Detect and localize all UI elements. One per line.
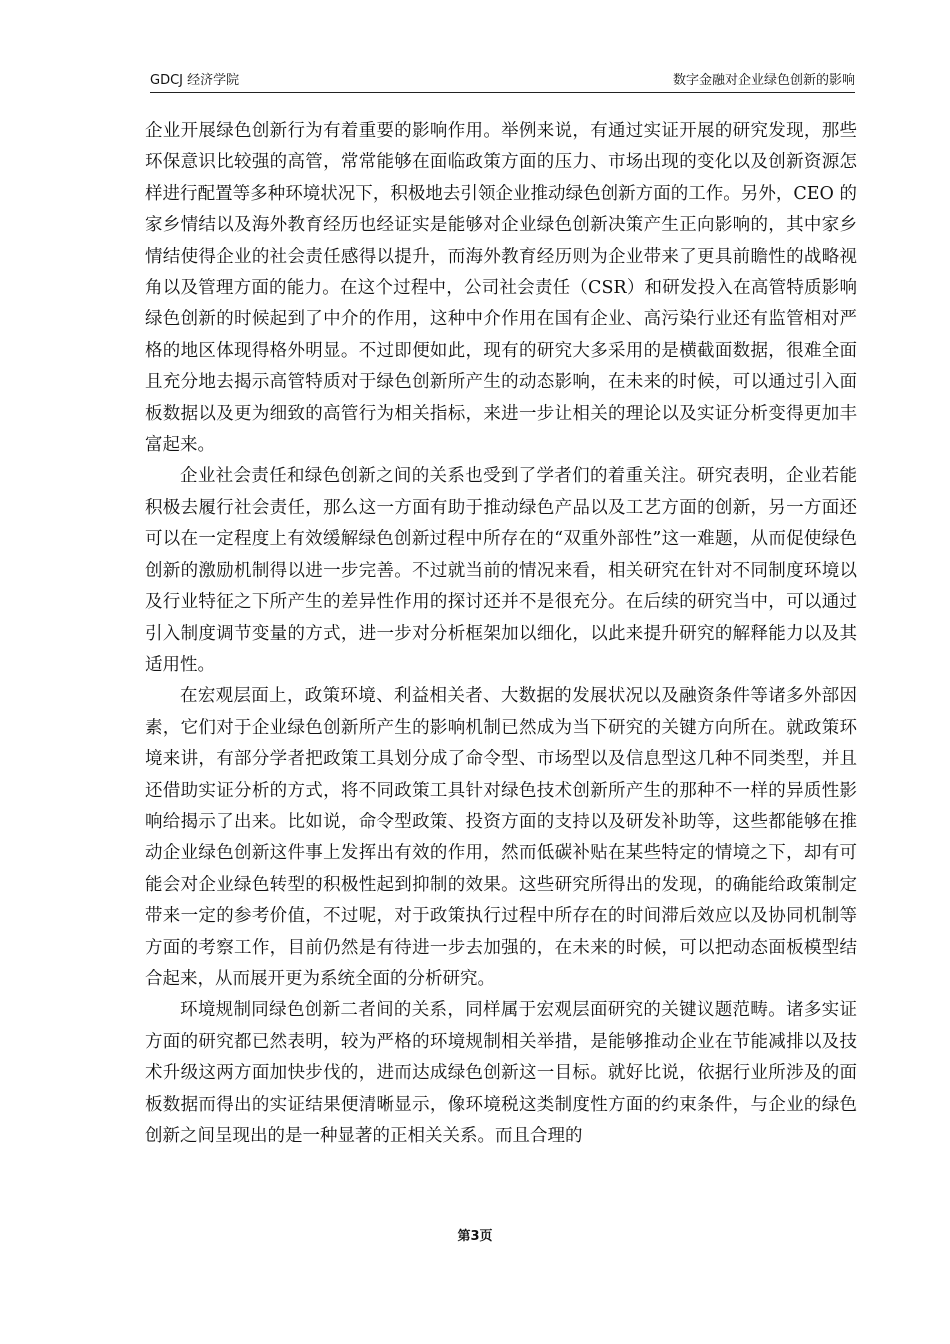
header-divider: [150, 92, 855, 93]
page-header: [150, 64, 855, 88]
body-text: [145, 116, 857, 1152]
paragraph-3: 在宏观层面上，政策环境、利益相关者、大数据的发展状况以及融资条件等诸多外部因素，它们对于企业绿色创新所产生的影响机制已然成为当下研究的关键方向所在。就政策环境来讲，有部分学者把政策工具划分成了命令型、市场型以及信息型这几种不同类型，并且还借助实证分析的方式，将不同政策工具针对绿色技术创新所产生的那种不一样的异质性影响给揭示了出来。比如说，命令型政策、投资方面的支持以及研发补助等，这些都能够在推动企业绿色创新这件事上发挥出有效的作用，然而低碳补贴在某些特定的情境之下，却有可能会对企业绿色转型的积极性起到抑制的效果。这些研究所得出的发现，的确能给政策制定带来一定的参考价值，不过呢，对于政策执行过程中所存在的时间滞后效应以及协同机制等方面的考察工作，目前仍然是有待进一步去加强的，在未来的时候，可以把动态面板模型结合起来，从而展开更为系统全面的分析研究。: [145, 686, 857, 989]
paragraph-4: 环境规制同绿色创新二者间的关系，同样属于宏观层面研究的关键议题范畴。诸多实证方面的研究都已然表明，较为严格的环境规制相关举措，是能够推动企业在节能减排以及技术升级这两方面加快步伐的，进而达成绿色创新这一目标。就好比说，依据行业所涉及的面板数据而得出的实证结果便清晰显示，像环境税这类制度性方面的约束条件，与企业的绿色创新之间呈现出的是一种显著的正相关关系。而且合理的: [145, 1000, 857, 1146]
header-left-title: GDCJ 经济学院: [150, 73, 240, 88]
paragraph-2: 企业社会责任和绿色创新之间的关系也受到了学者们的着重关注。研究表明，企业若能积极去履行社会责任，那么这一方面有助于推动绿色产品以及工艺方面的创新，另一方面还可以在一定程度上有效缓解绿色创新过程中所存在的“双重外部性”这一难题，从而促使绿色创新的激励机制得以进一步完善。不过就当前的情况来看，相关研究在针对不同制度环境以及行业特征之下所产生的差异性作用的探讨还并不是很充分。在后续的研究当中，可以通过引入制度调节变量的方式，进一步对分析框架加以细化，以此来提升研究的解释能力以及其适用性。: [145, 466, 857, 675]
page-number: 第3页: [457, 1229, 493, 1244]
header-right-title: 数字金融对企业绿色创新的影响: [672, 73, 855, 88]
paragraph-1: 企业开展绿色创新行为有着重要的影响作用。举例来说，有通过实证开展的研究发现，那些环保意识比较强的高管，常常能够在面临政策方面的压力、市场出现的变化以及创新资源怎样进行配置等多种环境状况下，积极地去引领企业推动绿色创新方面的工作。另外，CEO 的家乡情结以及海外教育经历也经证实是能够对企业绿色创新决策产生正向影响的，其中家乡情结使得企业的社会责任感得以提升，而海外教育经历则为企业带来了更具前瞻性的战略视角以及管理方面的能力。在这个过程中，公司社会责任（CSR）和研发投入在高管特质影响绿色创新的时候起到了中介的作用，这种中介作用在国有企业、高污染行业还有监管相对严格的地区体现得格外明显。不过即便如此，现有的研究大多采用的是横截面数据，很难全面且充分地去揭示高管特质对于绿色创新所产生的动态影响，在未来的时候，可以通过引入面板数据以及更为细致的高管行为相关指标，来进一步让相关的理论以及实证分析变得更加丰富起来。: [145, 121, 857, 456]
